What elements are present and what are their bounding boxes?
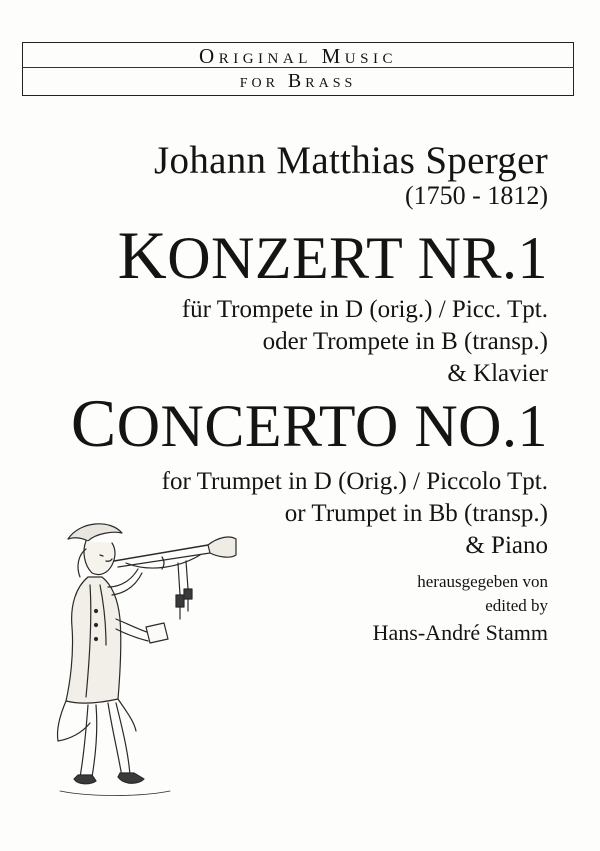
subtitle-german-1: für Trompete in D (orig.) / Picc. Tpt. xyxy=(181,296,548,323)
title-german-rest: ONZERT NR.1 xyxy=(167,225,548,291)
title-german-initial: K xyxy=(117,217,168,293)
subtitle-german-2: oder Trompete in B (transp.) xyxy=(262,328,548,355)
title-english xyxy=(70,385,548,461)
title-german xyxy=(117,217,548,293)
editor-label-german: herausgegeben von xyxy=(417,572,548,591)
subtitle-german-3: & Klavier xyxy=(447,360,548,387)
title-english-rest: ONCERTO NO.1 xyxy=(116,393,548,459)
series-title: Original Music xyxy=(199,44,397,68)
composer-dates: (1750 - 1812) xyxy=(405,181,548,210)
composer-name: Johann Matthias Sperger xyxy=(154,139,548,182)
series-header xyxy=(22,42,574,96)
title-english-initial: C xyxy=(70,385,117,461)
editor-label-english: edited by xyxy=(485,596,548,615)
subtitle-english-3: & Piano xyxy=(465,532,548,559)
editor-name: Hans-André Stamm xyxy=(372,620,548,645)
series-subtitle: for Brass xyxy=(239,70,357,92)
subtitle-english-2: or Trumpet in Bb (transp.) xyxy=(284,500,548,527)
trumpeter-illustration xyxy=(30,515,250,815)
subtitle-english-1: for Trumpet in D (Orig.) / Piccolo Tpt. xyxy=(161,468,548,495)
